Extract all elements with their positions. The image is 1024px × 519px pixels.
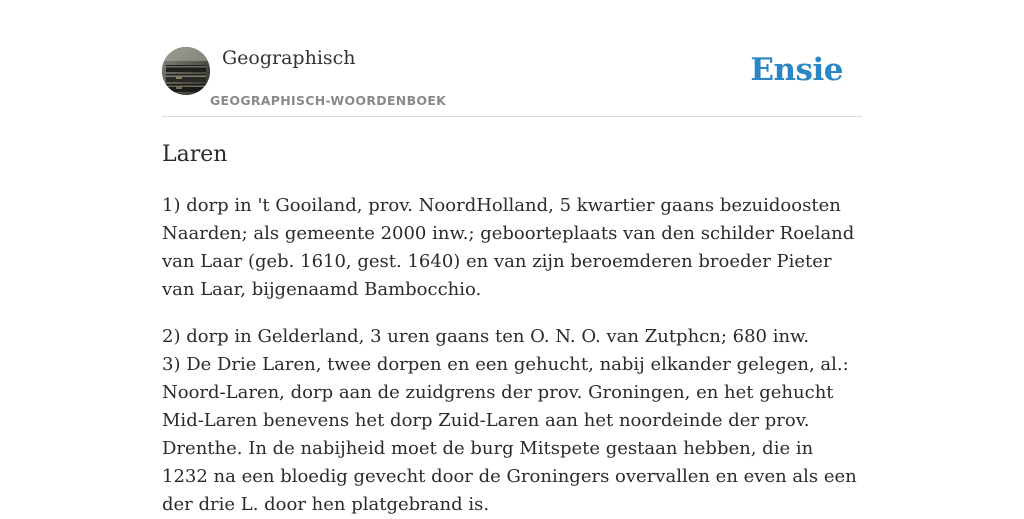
entry-paragraph: 3) De Drie Laren, twee dorpen en een gehucht, nabij elkander gelegen, al.: Noord-Laren, dorp aan de zuidgrens der prov. Groningen, en het gehucht Mid-Laren benevens het dorp Zuid-Laren aan het noordeinde der prov. Drenthe. In de nabijheid moet de burg Mitspete gestaan hebben, die in 1232 na een bloedig gevecht door de Groningers overvallen en even als een der drie L. door hen platgebrand is. — [162, 354, 857, 515]
entry-title: Laren — [162, 142, 228, 167]
dictionary-link[interactable]: GEOGRAPHISCH-WOORDENBOEK — [210, 93, 447, 108]
book-spines-icon — [162, 47, 210, 95]
entry-body — [162, 192, 862, 519]
entry-paragraph: 2) dorp in Gelderland, 3 uren gaans ten O. N. O. van Zutphcn; 680 inw. — [162, 326, 810, 347]
entry-paragraph: 1) dorp in 't Gooiland, prov. NoordHolland, 5 kwartier gaans bezuidoosten Naarden; als gemeente 2000 inw.; geboorteplaats van den schilder Roeland van Laar (geb. 1610, gest. 1640) en van zijn beroemderen broeder Pieter van Laar, bijgenaamd Bambocchio. — [162, 195, 855, 300]
entry-header — [162, 46, 862, 117]
author-link[interactable]: Geographisch — [222, 47, 356, 69]
author-avatar[interactable] — [162, 47, 210, 95]
ensie-logo[interactable]: Ensie — [750, 52, 843, 88]
